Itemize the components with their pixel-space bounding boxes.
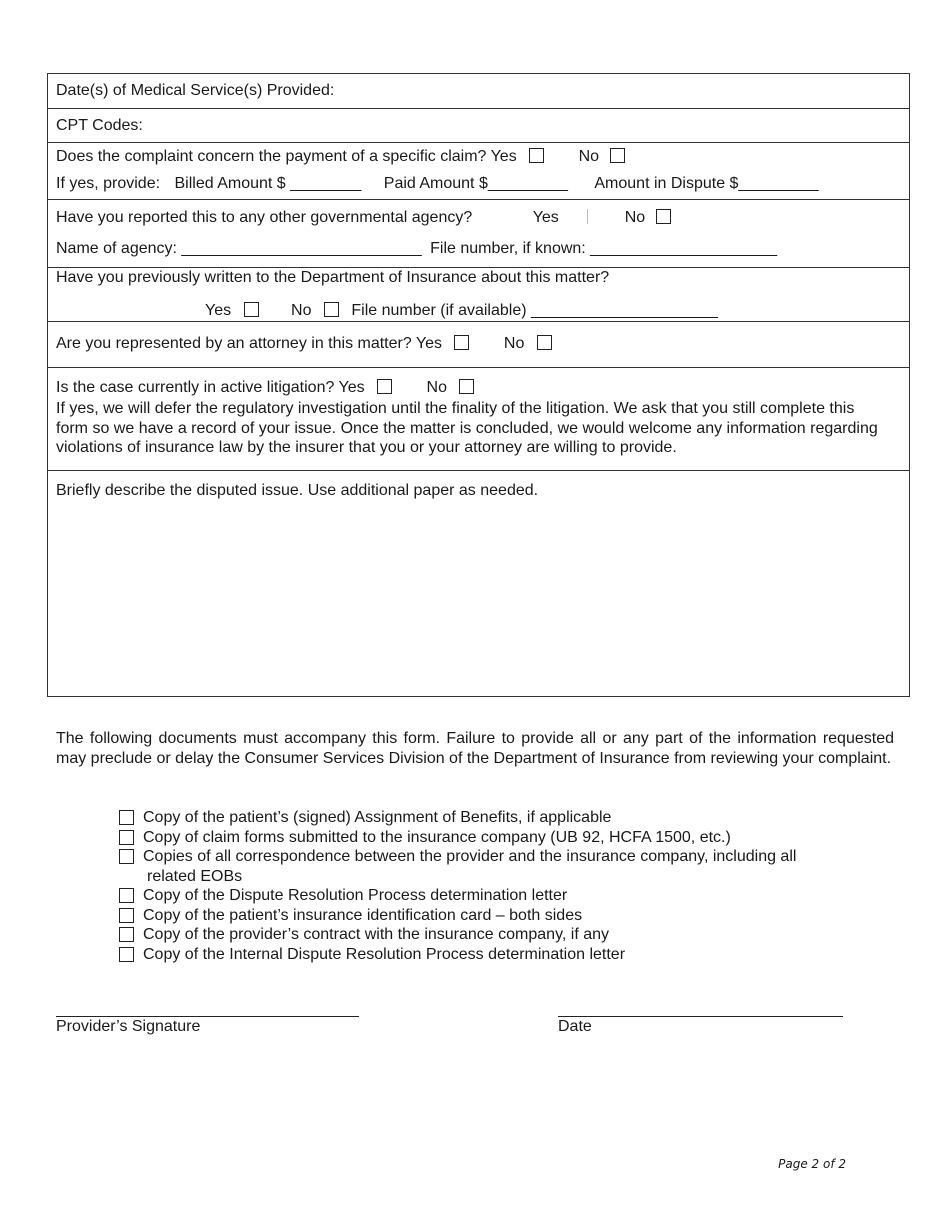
litigation-yes-checkbox[interactable]: [377, 379, 392, 394]
doi-yes-checkbox[interactable]: [244, 302, 259, 317]
agency-question: Have you reported this to any other governmental agency?: [56, 209, 473, 226]
litigation-no-label: No: [426, 379, 447, 396]
doi-yes-label: Yes: [205, 302, 232, 319]
checklist-item: [119, 808, 879, 828]
describe-label: Briefly describe the disputed issue. Use additional paper as needed.: [56, 482, 539, 499]
billed-amount-field[interactable]: Billed Amount $ ________: [174, 175, 362, 192]
checklist-item-label: Copy of the Dispute Resolution Process determination letter: [143, 887, 568, 904]
litigation-line: [56, 379, 474, 397]
checklist-item-label: Copy of the provider’s contract with the insurance company, if any: [143, 926, 610, 943]
paid-amount-field[interactable]: Paid Amount $_________: [383, 175, 568, 192]
attorney-row: [48, 322, 909, 368]
page-number: Page 2 of 2: [778, 1157, 846, 1171]
dates-label: Date(s) of Medical Service(s) Provided:: [56, 82, 335, 99]
checklist-item: [119, 847, 879, 886]
checklist-item-label-continued: related EOBs: [147, 867, 243, 885]
claim-question-line: [56, 148, 625, 166]
checklist-checkbox[interactable]: [119, 927, 134, 942]
claim-provide-label: If yes, provide:: [56, 175, 161, 192]
claim-amounts-line: [56, 175, 819, 193]
claim-no-checkbox[interactable]: [610, 148, 625, 163]
litigation-no-checkbox[interactable]: [459, 379, 474, 394]
attorney-no-label: No: [503, 335, 525, 352]
litigation-text: If yes, we will defer the regulatory investigation until the finality of the litigation. We ask that you still complete this form so we have a record of your issue. Once the matter is concluded, we would welcome any information regarding violations of insurance law by the insurer that you or your attorney are willing to provide.: [56, 400, 878, 456]
checklist-item: [119, 886, 879, 906]
agency-details-line: [56, 240, 777, 258]
agency-file-field[interactable]: File number, if known: _____________________: [430, 240, 778, 257]
doi-file-field[interactable]: File number (if available) _____________________: [351, 302, 718, 319]
checklist-checkbox[interactable]: [119, 810, 134, 825]
claim-no-label: No: [578, 148, 600, 165]
checklist-checkbox[interactable]: [119, 908, 134, 923]
checklist-checkbox[interactable]: [119, 888, 134, 903]
agency-no-checkbox[interactable]: [656, 209, 671, 224]
checklist-item-label: Copies of all correspondence between the provider and the insurance company, including all: [143, 848, 797, 865]
checklist-item-label: Copy of the patient’s insurance identification card – both sides: [143, 906, 583, 924]
doi-no-checkbox[interactable]: [324, 302, 339, 317]
claim-yes-checkbox[interactable]: [529, 148, 544, 163]
date-line[interactable]: [558, 1016, 843, 1017]
agency-yes-checkbox[interactable]: [587, 209, 588, 224]
checklist-checkbox[interactable]: [119, 849, 134, 864]
documents-checklist: [119, 808, 879, 964]
dates-row: [48, 74, 909, 109]
checklist-item-label: Copy of claim forms submitted to the insurance company (UB 92, HCFA 1500, etc.): [143, 828, 731, 846]
doi-no-label: No: [291, 302, 312, 319]
litigation-question: Is the case currently in active litigation? Yes: [56, 379, 365, 396]
doi-row: [48, 268, 909, 322]
cpt-label: CPT Codes:: [56, 117, 143, 134]
attorney-line: [56, 335, 552, 353]
attorney-no-checkbox[interactable]: [537, 335, 552, 350]
checklist-item: [119, 828, 879, 848]
dispute-amount-field[interactable]: Amount in Dispute $_________: [594, 175, 819, 192]
describe-row[interactable]: [48, 471, 909, 696]
attorney-yes-checkbox[interactable]: [454, 335, 469, 350]
agency-no-label: No: [624, 209, 646, 226]
checklist-checkbox[interactable]: [119, 830, 134, 845]
attorney-question: Are you represented by an attorney in this matter? Yes: [56, 335, 443, 352]
agency-row: [48, 200, 909, 268]
checklist-item-label: Copy of the Internal Dispute Resolution Process determination letter: [143, 945, 626, 963]
cpt-row: [48, 109, 909, 143]
doi-answer-line: [205, 302, 718, 320]
agency-yes-label: Yes: [532, 209, 559, 226]
documents-intro: The following documents must accompany this form. Failure to provide all or any part of the information requested may preclude or delay the Consumer Services Division of the Department of Insurance from reviewing your complaint.: [56, 730, 894, 767]
litigation-row: [48, 368, 909, 471]
checklist-item: [119, 945, 879, 965]
signature-line[interactable]: [56, 1016, 359, 1017]
checklist-item-label: Copy of the patient’s (signed) Assignment of Benefits, if applicable: [143, 809, 612, 826]
agency-name-field[interactable]: Name of agency: ___________________________: [56, 240, 422, 257]
complaint-form-table: [47, 73, 910, 697]
claim-row: [48, 143, 909, 200]
date-label: Date: [558, 1018, 592, 1035]
checklist-item: [119, 906, 879, 926]
agency-question-line: [56, 209, 671, 227]
doi-question: Have you previously written to the Department of Insurance about this matter?: [56, 269, 610, 286]
provider-signature-label: Provider’s Signature: [56, 1018, 201, 1035]
checklist-item: [119, 925, 879, 945]
checklist-checkbox[interactable]: [119, 947, 134, 962]
claim-question: Does the complaint concern the payment of a specific claim? Yes: [56, 148, 517, 165]
